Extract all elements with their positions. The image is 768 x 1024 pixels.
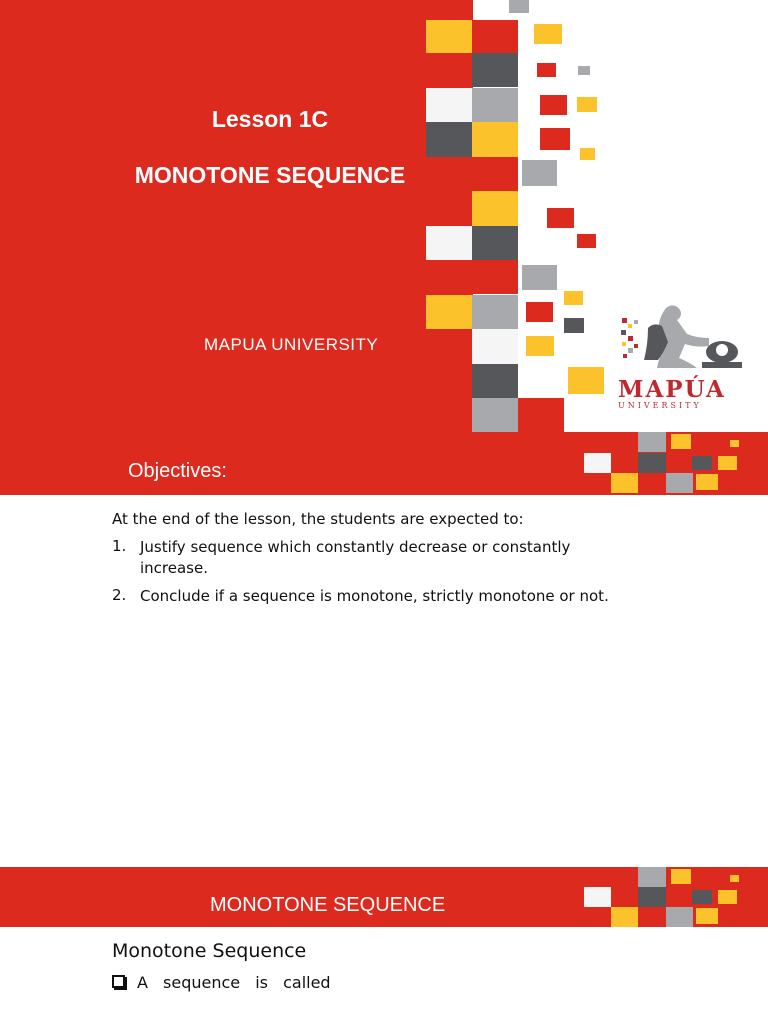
objective-text: Conclude if a sequence is monotone, strictly monotone or not. <box>140 587 609 605</box>
mosaic-square <box>472 364 518 398</box>
mosaic-square <box>526 302 553 322</box>
objective-number: 2. <box>112 586 127 604</box>
mosaic-square <box>472 226 518 260</box>
mosaic-square <box>472 398 518 432</box>
mosaic-square <box>718 890 737 904</box>
mosaic-square <box>526 336 554 356</box>
mosaic-square <box>472 260 518 294</box>
mosaic-square <box>746 458 758 467</box>
objectives-heading: Objectives: <box>128 460 227 482</box>
mosaic-square <box>547 208 574 228</box>
square-bullet-icon <box>112 975 125 988</box>
mosaic-square <box>580 148 595 160</box>
logo-wordmark: MAPÚA <box>618 376 726 403</box>
mosaic-square <box>698 870 716 883</box>
mosaic-square <box>577 97 597 112</box>
university-label: MAPUA UNIVERSITY <box>204 335 379 354</box>
mosaic-square <box>472 295 518 329</box>
bullet-item <box>112 973 331 992</box>
mosaic-square <box>472 20 518 53</box>
slide-title: MONOTONE SEQUENCE <box>134 162 406 188</box>
mosaic-square <box>509 0 529 13</box>
mosaic-square <box>666 907 693 927</box>
mosaic-square <box>638 907 666 927</box>
bullet-text: A sequence is called <box>137 973 331 992</box>
mosaic-square <box>611 453 638 473</box>
mosaic-square <box>730 440 739 447</box>
mosaic-square <box>568 367 604 394</box>
objective-number: 1. <box>112 537 127 555</box>
mosaic-square <box>692 456 712 470</box>
mosaic-square <box>472 53 518 87</box>
mosaic-square <box>696 908 718 924</box>
mosaic-square <box>730 478 740 486</box>
mosaic-square <box>638 867 666 887</box>
mosaic-square <box>472 329 518 364</box>
mosaic-square <box>692 890 712 904</box>
mosaic-square <box>426 20 472 53</box>
mosaic-square <box>671 869 691 884</box>
mosaic-square <box>638 432 666 452</box>
mosaic-square <box>537 63 556 77</box>
mosaic-square <box>584 887 611 907</box>
mosaic-square <box>748 479 756 485</box>
mosaic-square <box>540 95 567 115</box>
mosaic-square <box>426 226 472 260</box>
mosaic-square <box>611 473 638 493</box>
mosaic-square <box>522 265 557 290</box>
mosaic-square <box>698 435 716 448</box>
objective-item <box>112 537 610 579</box>
mosaic-square <box>666 473 693 493</box>
mosaic-square <box>611 907 638 927</box>
title-slide <box>0 0 768 495</box>
mosaic-square <box>718 456 737 470</box>
mosaic-square <box>730 875 739 882</box>
mosaic-square <box>518 398 564 432</box>
objective-text: Justify sequence which constantly decrease or constantly increase. <box>140 538 571 577</box>
content-slide-title: MONOTONE SEQUENCE <box>210 894 446 916</box>
mosaic-square <box>540 128 570 150</box>
mosaic-square <box>730 912 740 920</box>
mosaic-square <box>564 318 584 333</box>
mosaic-square <box>748 913 756 919</box>
objectives-intro: At the end of the lesson, the students are expected to: <box>112 510 524 528</box>
mosaic-square <box>564 291 583 305</box>
mosaic-square <box>638 473 666 493</box>
mosaic-square <box>611 887 638 907</box>
mapua-logo <box>618 300 748 410</box>
mosaic-square <box>578 66 590 75</box>
mosaic-square <box>584 453 611 473</box>
mosaic-square <box>746 892 758 901</box>
title-red-panel <box>0 0 473 495</box>
objectives-slide <box>0 495 768 785</box>
mosaic-square <box>426 295 472 329</box>
mosaic-square <box>638 453 666 473</box>
content-slide <box>0 785 768 1024</box>
mapua-mascot-icon <box>618 300 748 375</box>
topic-heading: Monotone Sequence <box>112 940 307 962</box>
mosaic-square <box>671 434 691 449</box>
logo-subtitle: UNIVERSITY <box>618 401 702 410</box>
mosaic-square <box>577 234 596 248</box>
objective-item <box>112 586 610 607</box>
mosaic-square <box>472 191 518 226</box>
mosaic-square <box>638 887 666 907</box>
lesson-label: Lesson 1C <box>211 106 329 132</box>
mosaic-square <box>696 474 718 490</box>
mosaic-square <box>534 24 562 44</box>
